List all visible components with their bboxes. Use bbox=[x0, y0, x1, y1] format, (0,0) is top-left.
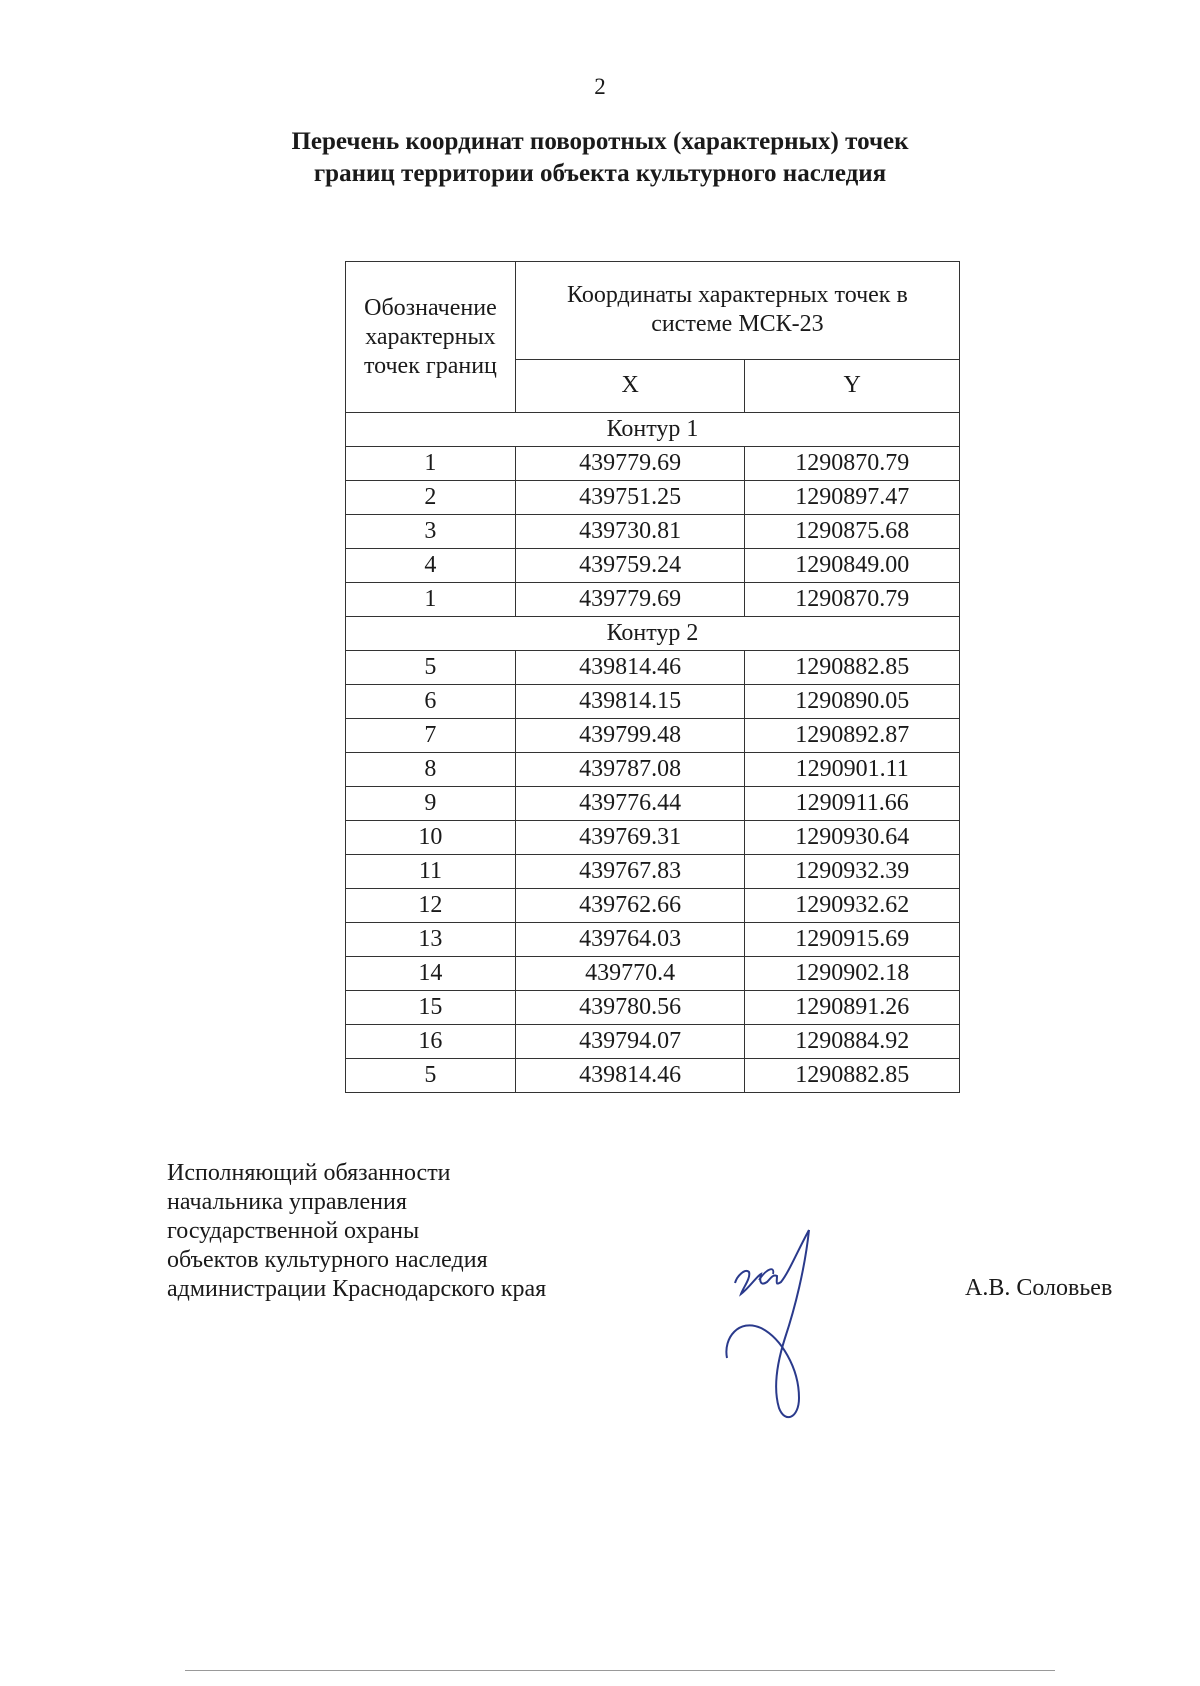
header-designation-line: характерных bbox=[365, 323, 496, 350]
table-row bbox=[346, 1025, 960, 1059]
cell-x: 439767.83 bbox=[515, 855, 745, 889]
cell-x: 439794.07 bbox=[515, 1025, 745, 1059]
table-row bbox=[346, 447, 960, 481]
page-number: 2 bbox=[594, 74, 606, 99]
position-line: объектов культурного наследия bbox=[167, 1247, 488, 1273]
table-row bbox=[346, 719, 960, 753]
position-line: начальника управления bbox=[167, 1189, 407, 1215]
cell-x: 439779.69 bbox=[515, 583, 745, 617]
cell-point: 2 bbox=[346, 481, 516, 515]
cell-y: 1290891.26 bbox=[745, 991, 960, 1025]
cell-point: 4 bbox=[346, 549, 516, 583]
cell-y: 1290902.18 bbox=[745, 957, 960, 991]
signer-name: А.В. Соловьев bbox=[965, 1275, 1113, 1301]
table-row bbox=[346, 957, 960, 991]
cell-point: 16 bbox=[346, 1025, 516, 1059]
position-line: государственной охраны bbox=[167, 1218, 420, 1244]
cell-point: 1 bbox=[346, 583, 516, 617]
table-row bbox=[346, 787, 960, 821]
contour-label: Контур 2 bbox=[346, 617, 960, 651]
position-line: администрации Краснодарского края bbox=[167, 1276, 547, 1302]
header-designation-line: точек границ bbox=[363, 352, 497, 379]
header-x: X bbox=[515, 359, 745, 412]
cell-point: 10 bbox=[346, 821, 516, 855]
cell-x: 439759.24 bbox=[515, 549, 745, 583]
header-coordinates bbox=[515, 262, 959, 360]
position-line: Исполняющий обязанности bbox=[167, 1160, 451, 1186]
cell-point: 14 bbox=[346, 957, 516, 991]
handwritten-signature-icon bbox=[715, 1228, 845, 1428]
cell-x: 439751.25 bbox=[515, 481, 745, 515]
cell-x: 439762.66 bbox=[515, 889, 745, 923]
cell-point: 11 bbox=[346, 855, 516, 889]
cell-point: 5 bbox=[346, 1059, 516, 1093]
cell-point: 6 bbox=[346, 685, 516, 719]
cell-point: 5 bbox=[346, 651, 516, 685]
cell-x: 439814.46 bbox=[515, 651, 745, 685]
table-row bbox=[346, 515, 960, 549]
cell-y: 1290930.64 bbox=[745, 821, 960, 855]
cell-x: 439764.03 bbox=[515, 923, 745, 957]
cell-point: 3 bbox=[346, 515, 516, 549]
table-row bbox=[346, 753, 960, 787]
coordinates-table bbox=[345, 261, 960, 1093]
cell-x: 439787.08 bbox=[515, 753, 745, 787]
coordinates-table-body bbox=[346, 413, 960, 1093]
cell-x: 439779.69 bbox=[515, 447, 745, 481]
cell-y: 1290875.68 bbox=[745, 515, 960, 549]
cell-y: 1290882.85 bbox=[745, 1059, 960, 1093]
header-designation-line: Обозначение bbox=[364, 294, 497, 321]
cell-x: 439799.48 bbox=[515, 719, 745, 753]
table-row bbox=[346, 1059, 960, 1093]
table-row bbox=[346, 481, 960, 515]
cell-y: 1290882.85 bbox=[745, 651, 960, 685]
cell-y: 1290870.79 bbox=[745, 447, 960, 481]
cell-x: 439814.15 bbox=[515, 685, 745, 719]
header-coordinates-line: системе МСК-23 bbox=[651, 311, 824, 338]
table-row bbox=[346, 685, 960, 719]
cell-point: 12 bbox=[346, 889, 516, 923]
cell-point: 9 bbox=[346, 787, 516, 821]
cell-y: 1290901.11 bbox=[745, 753, 960, 787]
cell-point: 7 bbox=[346, 719, 516, 753]
cell-y: 1290915.69 bbox=[745, 923, 960, 957]
header-point-designation bbox=[346, 262, 516, 413]
table-row bbox=[346, 923, 960, 957]
contour-row bbox=[346, 617, 960, 651]
cell-x: 439814.46 bbox=[515, 1059, 745, 1093]
cell-x: 439769.31 bbox=[515, 821, 745, 855]
cell-y: 1290911.66 bbox=[745, 787, 960, 821]
table-row bbox=[346, 855, 960, 889]
cell-point: 13 bbox=[346, 923, 516, 957]
table-row bbox=[346, 549, 960, 583]
contour-row bbox=[346, 413, 960, 447]
cell-y: 1290890.05 bbox=[745, 685, 960, 719]
contour-label: Контур 1 bbox=[346, 413, 960, 447]
cell-point: 8 bbox=[346, 753, 516, 787]
cell-y: 1290897.47 bbox=[745, 481, 960, 515]
cell-y: 1290932.39 bbox=[745, 855, 960, 889]
cell-x: 439770.4 bbox=[515, 957, 745, 991]
cell-point: 15 bbox=[346, 991, 516, 1025]
table-row bbox=[346, 821, 960, 855]
cell-y: 1290892.87 bbox=[745, 719, 960, 753]
table-row bbox=[346, 991, 960, 1025]
signature-position bbox=[167, 1159, 546, 1304]
table-row bbox=[346, 889, 960, 923]
cell-y: 1290932.62 bbox=[745, 889, 960, 923]
document-title bbox=[150, 126, 1050, 190]
table-row bbox=[346, 651, 960, 685]
document-title-line-2: границ территории объекта культурного наследия bbox=[313, 160, 887, 187]
cell-x: 439730.81 bbox=[515, 515, 745, 549]
header-y: Y bbox=[745, 359, 960, 412]
cell-y: 1290870.79 bbox=[745, 583, 960, 617]
cell-y: 1290849.00 bbox=[745, 549, 960, 583]
footer-divider bbox=[185, 1670, 1055, 1671]
cell-x: 439776.44 bbox=[515, 787, 745, 821]
header-coordinates-line: Координаты характерных точек в bbox=[567, 282, 908, 309]
table-row bbox=[346, 583, 960, 617]
document-title-line-1: Перечень координат поворотных (характерных) точек bbox=[291, 128, 909, 155]
cell-y: 1290884.92 bbox=[745, 1025, 960, 1059]
cell-point: 1 bbox=[346, 447, 516, 481]
cell-x: 439780.56 bbox=[515, 991, 745, 1025]
